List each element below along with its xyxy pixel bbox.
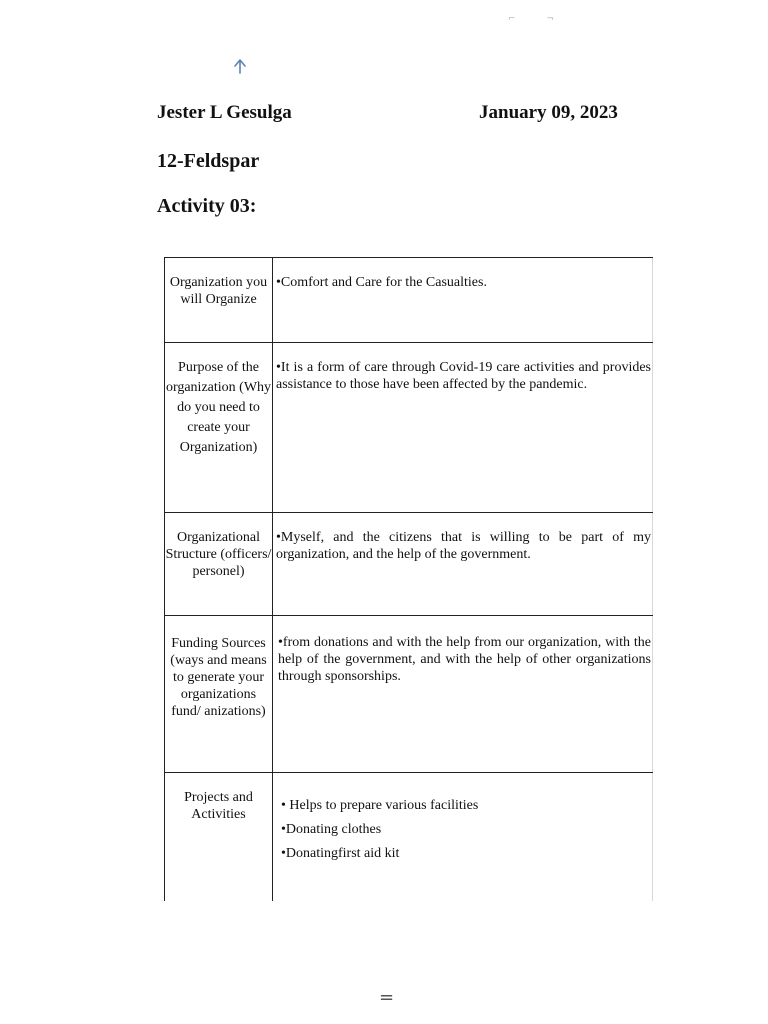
row-label-purpose: Purpose of the organization (Why do you need to create your Organization) — [165, 343, 273, 512]
row-value-funding: •from donations and with the help from our organization, with the help of the government, and with the help of other organizations through sponsorships. — [273, 616, 653, 772]
arrow-up-icon — [230, 56, 250, 76]
table-row — [165, 513, 653, 616]
row-label-organization: Organization you will Organize — [165, 258, 273, 342]
row-value-structure: •Myself, and the citizens that is willing to be part of my organization, and the help of the government. — [273, 513, 653, 615]
row-label-structure: Organizational Structure (officers/ personel) — [165, 513, 273, 615]
table-row — [165, 343, 653, 513]
list-item: •Donatingfirst aid kit — [281, 846, 400, 861]
table-row — [165, 773, 653, 901]
table-row — [165, 616, 653, 773]
organization-table — [164, 257, 653, 901]
page-handle-icon: = — [379, 987, 395, 1008]
activity-title: Activity 03: — [157, 195, 257, 217]
table-row — [165, 258, 653, 343]
row-label-funding: Funding Sources (ways and means to generate your organizations fund/ anizations) — [165, 616, 273, 772]
section-label: 12-Feldspar — [157, 150, 260, 172]
row-value-organization: •Comfort and Care for the Casualties. — [273, 258, 653, 342]
row-value-projects — [273, 773, 653, 901]
list-item: • Helps to prepare various facilities — [281, 798, 479, 813]
list-item: •Donating clothes — [281, 822, 382, 837]
row-label-projects: Projects and Activities — [165, 773, 273, 901]
scan-mark-top: ⌐ ¬ — [508, 14, 568, 24]
document-date: January 09, 2023 — [479, 102, 618, 123]
student-name: Jester L Gesulga — [157, 102, 292, 123]
row-value-purpose: •It is a form of care through Covid-19 care activities and provides assistance to those have been affected by the pandemic. — [273, 343, 653, 512]
